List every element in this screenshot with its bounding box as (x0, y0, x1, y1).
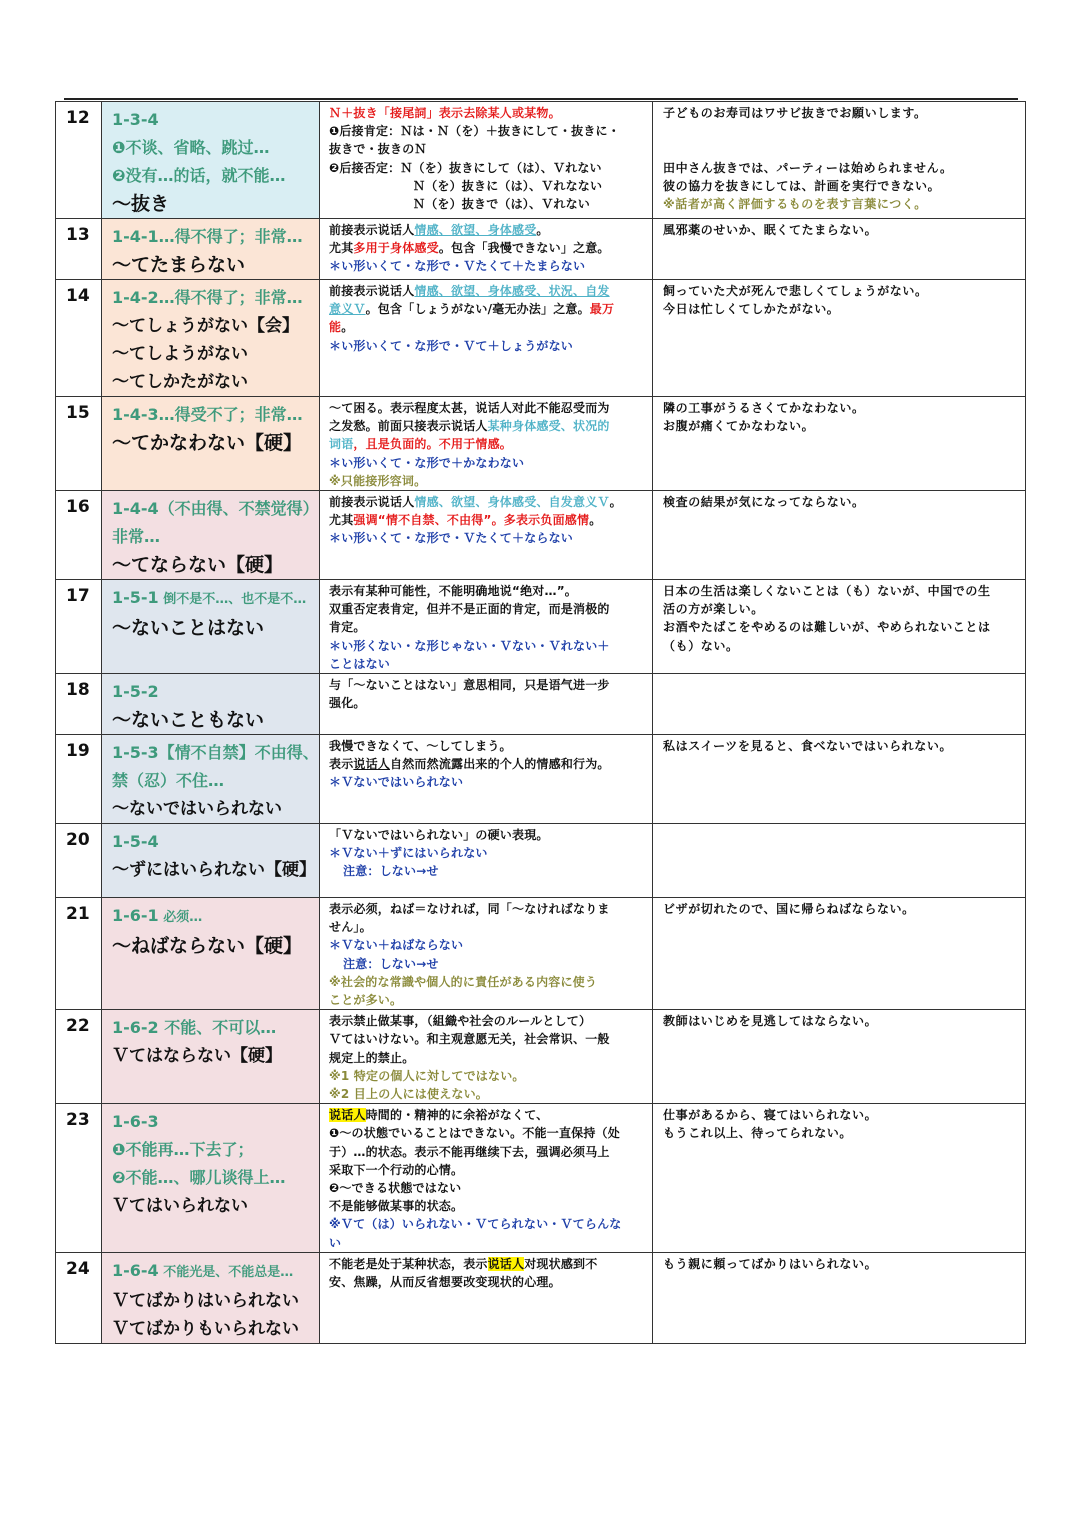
grammar-pattern: ～ねばならない【硬】 (112, 935, 303, 958)
explanation-line: 表示有某种可能性，不能明确地说“绝对…”。 (329, 584, 577, 599)
example-line: もう親に頼ってばかりはいられない。 (663, 1256, 878, 1271)
explanation-line: 前接表示说话人情感、欲望、身体感受、自发意义Ｖ。 (329, 495, 622, 510)
grammar-cell (102, 1252, 320, 1343)
grammar-pattern: Ｖてばかりもいられない (112, 1318, 299, 1339)
explanation-formula: ことはない (329, 656, 391, 671)
explanation-cell (320, 280, 653, 397)
explanation-note: 注意：しない→せ (343, 956, 439, 971)
example-note: ※話者が高く評価するものを表す言葉につく。 (663, 197, 927, 212)
grammar-code: 1-6-3 (112, 1112, 159, 1132)
example-line: 今日は忙しくてしかたがない。 (663, 302, 840, 317)
grammar-cell (102, 580, 320, 674)
grammar-code: 1-4-4（不由得、不禁觉得） (112, 499, 319, 519)
explanation-line: 尤其多用于身体感受。包含「我慢できない」之意。 (329, 241, 610, 256)
explanation-formula: ＊い形いくて・な形で・Ｖて＋しょうがない (329, 338, 574, 353)
grammar-cell (102, 280, 320, 397)
grammar-pattern: Ｖてはいられない (112, 1196, 248, 1217)
example-cell (653, 1104, 1026, 1253)
example-line: 隣の工事がうるさくてかなわない。 (663, 401, 865, 415)
example-cell (653, 824, 1026, 898)
row-number: 15 (56, 397, 102, 491)
grammar-cell (102, 219, 320, 280)
explanation-cell (320, 1104, 653, 1253)
explanation-line: 双重否定表肯定，但并不是正面的肯定，而是消极的 (329, 602, 610, 617)
explanation-line: 「Ｖないではいられない」の硬い表現。 (329, 828, 549, 843)
explanation-line: 于）…的状态。表示不能再继续下去，强调必须马上 (329, 1144, 610, 1159)
grammar-pattern: ～てしようがない (112, 344, 248, 364)
explanation-note: ※社会的な常識や個人的に責任がある内容に使う (329, 974, 598, 989)
grammar-pattern: ～てたまらない (112, 254, 246, 276)
explanation-line: 安、焦躁，从而反省想要改变现状的心理。 (329, 1275, 561, 1290)
grammar-meaning: ❶不能再…下去了； (112, 1140, 254, 1160)
row-number: 19 (56, 735, 102, 824)
row-number: 18 (56, 674, 102, 735)
grammar-code: 1-6-4 不能光是、不能总是… (112, 1260, 294, 1280)
table-row (56, 397, 1026, 491)
grammar-cell (102, 102, 320, 219)
grammar-cell (102, 735, 320, 824)
explanation-line: ❶后接肯定：Ｎは・Ｎ（を）＋抜きにして・抜きに・ (329, 124, 620, 139)
table-row (56, 280, 1026, 397)
example-cell (653, 1252, 1026, 1343)
explanation-line: 不能老是处于某种状态，表示说话人对现状感到不 (329, 1256, 598, 1271)
grammar-pattern: Ｖてばかりはいられない (112, 1290, 299, 1311)
grammar-pattern: ～ないではいられない (112, 799, 282, 820)
explanation-cell (320, 674, 653, 735)
explanation-line: ～て困る。表示程度太甚，说话人对此不能忍受而为 (329, 401, 610, 415)
explanation-cell (320, 102, 653, 219)
explanation-line: 前接表示说话人情感、欲望、身体感受。 (329, 223, 549, 237)
explanation-cell (320, 580, 653, 674)
explanation-line: 之发愁。前面只接表示说话人某种身体感受、状况的 (329, 419, 610, 434)
grammar-meaning: 非常… (112, 527, 161, 547)
explanation-formula: ※Ｖて（は）いられない・Ｖてられない・Ｖてらんな (329, 1217, 622, 1232)
example-line: 日本の生活は楽しくないことは（も）ないが、中国での生 (663, 584, 991, 599)
grammar-meaning: 禁（忍）不住… (112, 771, 225, 791)
explanation-line: 说话人時間的・精神的に余裕がなくて、 (329, 1108, 549, 1123)
explanation-formula: い (329, 1235, 342, 1250)
example-cell (653, 280, 1026, 397)
example-cell (653, 219, 1026, 280)
grammar-pattern: ～てしょうがない【会】 (112, 316, 299, 336)
grammar-pattern: ～抜き (112, 193, 170, 215)
explanation-line: 不是能够做某事的状态。 (329, 1199, 464, 1214)
grammar-pattern: Ｖてはならない【硬】 (112, 1046, 282, 1067)
explanation-formula: ＊い形くない・な形じゃない・Ｖない・Ｖれない＋ (329, 638, 610, 653)
explanation-line: 我慢できなくて、～してしまう。 (329, 739, 512, 754)
explanation-formula: ＊Ｖない＋ずにはいられない (329, 846, 488, 861)
row-number: 13 (56, 219, 102, 280)
grammar-code: 1-5-1 倒不是不…、也不是不… (112, 588, 307, 608)
top-rule (64, 98, 1018, 100)
explanation-cell (320, 898, 653, 1010)
explanation-line: 肯定。 (329, 620, 366, 635)
explanation-cell (320, 1252, 653, 1343)
table-row (56, 102, 1026, 219)
example-line: 風邪薬のせいか、眠くてたまらない。 (663, 223, 878, 237)
grammar-meaning: ❶不谈、省略、跳过… (112, 138, 270, 157)
table-row (56, 491, 1026, 580)
grammar-pattern: ～てしかたがない (112, 372, 248, 392)
grammar-pattern: ～ずにはいられない【硬】 (112, 860, 316, 881)
explanation-cell (320, 1010, 653, 1104)
grammar-cell (102, 824, 320, 898)
explanation-line: 与「～ないことはない」意思相同，只是语气进一步 (329, 678, 610, 693)
explanation-line: 前接表示说话人情感、欲望、身体感受、状況、自发 (329, 284, 610, 298)
example-line: お腹が痛くてかなわない。 (663, 419, 815, 434)
example-cell (653, 674, 1026, 735)
row-number: 22 (56, 1010, 102, 1104)
explanation-note: 注意：しない→せ (343, 864, 439, 879)
grammar-cell (102, 898, 320, 1010)
explanation-cell (320, 824, 653, 898)
explanation-cell (320, 491, 653, 580)
example-line: 検査の結果が気になってならない。 (663, 495, 865, 510)
row-number: 12 (56, 102, 102, 219)
grammar-pattern: ～てかなわない【硬】 (112, 432, 303, 454)
row-number: 23 (56, 1104, 102, 1253)
example-cell (653, 102, 1026, 219)
example-line: 教師はいじめを見逃してはならない。 (663, 1014, 878, 1029)
grammar-pattern: ～てならない【硬】 (112, 554, 284, 577)
explanation-formula: ＊い形いくて・な形で・Ｖたくて＋たまらない (329, 259, 586, 274)
example-line: 子どものお寿司はワサビ抜きでお願いします。 (663, 106, 927, 120)
table-row (56, 1252, 1026, 1343)
grammar-meaning: ❷没有…的话，就不能… (112, 166, 286, 185)
grammar-code: 1-4-1…得不得了；非常… (112, 227, 303, 246)
table-row (56, 735, 1026, 824)
grammar-code: 1-5-2 (112, 682, 159, 702)
example-cell (653, 580, 1026, 674)
grammar-code: 1-5-3【情不自禁】不由得、 (112, 743, 319, 763)
grammar-code: 1-6-2 不能、不可以… (112, 1018, 277, 1038)
grammar-pattern: ～ないこともない (112, 709, 265, 732)
row-number: 16 (56, 491, 102, 580)
grammar-cell (102, 491, 320, 580)
grammar-code: 1-4-2…得不得了；非常… (112, 288, 303, 307)
explanation-line: 表示禁止做某事，（組織や社会のルールとして） (329, 1014, 592, 1029)
example-line: もうこれ以上、待ってられない。 (663, 1126, 853, 1141)
explanation-line: 采取下一个行动的心情。 (329, 1162, 464, 1177)
example-cell (653, 1010, 1026, 1104)
grammar-cell (102, 1104, 320, 1253)
example-line: 飼っていた犬が死んで悲しくてしょうがない。 (663, 284, 928, 298)
row-number: 20 (56, 824, 102, 898)
explanation-note: ※2 目上の人には使えない。 (329, 1087, 488, 1102)
grammar-cell (102, 674, 320, 735)
explanation-note: ※1 特定の個人に対してではない。 (329, 1068, 525, 1083)
table-row (56, 824, 1026, 898)
explanation-formula: ＊Ｖない＋ねばならない (329, 938, 464, 953)
explanation-cell (320, 219, 653, 280)
explanation-line: ❶～の状態でいることはできない。不能一直保持（处 (329, 1126, 620, 1141)
explanation-formula: ＊Ｖないではいられない (329, 775, 464, 790)
row-number: 21 (56, 898, 102, 1010)
explanation-line: 表示说话人自然而然流露出来的个人的情感和行为。 (329, 757, 610, 772)
explanation-line: せん」。 (329, 920, 372, 935)
row-number: 17 (56, 580, 102, 674)
explanation-line: Ｖてはいけない。和主观意愿无关，社会常识、一般 (329, 1032, 610, 1047)
explanation-line: 尤其强调“情不自禁、不由得”。多表示负面感情。 (329, 513, 602, 528)
explanation-line: Ｎ＋抜き「接尾詞」表示去除某人或某物。 (329, 106, 561, 120)
example-line: ビザが切れたので、国に帰らねばならない。 (663, 902, 915, 917)
grammar-meaning: ❷不能…、哪儿谈得上… (112, 1168, 286, 1188)
explanation-line: 强化。 (329, 696, 366, 711)
table-row (56, 1010, 1026, 1104)
example-cell (653, 898, 1026, 1010)
example-line: 田中さん抜きでは、パーティーは始められません。 (663, 160, 953, 175)
explanation-formula: ＊い形いくて・な形で・Ｖたくて＋ならない (329, 531, 574, 546)
example-line: お酒やたばこをやめるのは難しいが、やめられないことは (663, 620, 991, 635)
grammar-cell (102, 1010, 320, 1104)
explanation-line: ❷～できる状態ではない (329, 1181, 462, 1196)
example-line: （も）ない。 (663, 638, 739, 653)
example-cell (653, 491, 1026, 580)
explanation-line: 词语，且是负面的。不用于情感。 (329, 437, 513, 452)
explanation-line: Ｎ（を）抜きで（は）、Ｖれない (413, 197, 591, 212)
example-line: 活の方が楽しい。 (663, 602, 764, 617)
explanation-line: Ｎ（を）抜きに（は）、Ｖれなない (413, 178, 603, 193)
example-line: 彼の協力を抜きにしては、計画を実行できない。 (663, 178, 941, 193)
table-row (56, 898, 1026, 1010)
example-line: 私はスイーツを見ると、食べないではいられない。 (663, 739, 953, 754)
explanation-note: ことが多い。 (329, 993, 403, 1008)
grammar-code: 1-6-1 必须… (112, 906, 203, 926)
grammar-code: 1-4-3…得受不了；非常… (112, 405, 303, 424)
explanation-line: 表示必须，ねば＝なければ，同「～なければなりま (329, 902, 610, 917)
grammar-code: 1-5-4 (112, 832, 159, 852)
explanation-note: ※只能接形容词。 (329, 473, 427, 488)
example-cell (653, 735, 1026, 824)
row-number: 14 (56, 280, 102, 397)
explanation-line: 意义Ｖ。包含「しょうがない/毫无办法」之意。最万 (329, 302, 615, 317)
table-row (56, 580, 1026, 674)
explanation-cell (320, 735, 653, 824)
example-cell (653, 397, 1026, 491)
explanation-line: 能。 (329, 320, 354, 335)
explanation-line: 规定上的禁止。 (329, 1050, 415, 1065)
explanation-line: 抜きで・抜きのＮ (329, 142, 427, 157)
table-row (56, 1104, 1026, 1253)
grammar-pattern: ～ないことはない (112, 617, 265, 640)
row-number: 24 (56, 1252, 102, 1343)
explanation-formula: ＊い形いくて・な形で＋かなわない (329, 455, 525, 470)
grammar-cell (102, 397, 320, 491)
explanation-cell (320, 397, 653, 491)
explanation-line: ❷后接否定：Ｎ（を）抜きにして（は）、Ｖれない (329, 160, 602, 175)
table-row (56, 219, 1026, 280)
table-row (56, 674, 1026, 735)
grammar-code: 1-3-4 (112, 110, 159, 129)
grammar-table (55, 101, 1026, 1344)
example-line: 仕事があるから、寝てはいられない。 (663, 1108, 878, 1123)
